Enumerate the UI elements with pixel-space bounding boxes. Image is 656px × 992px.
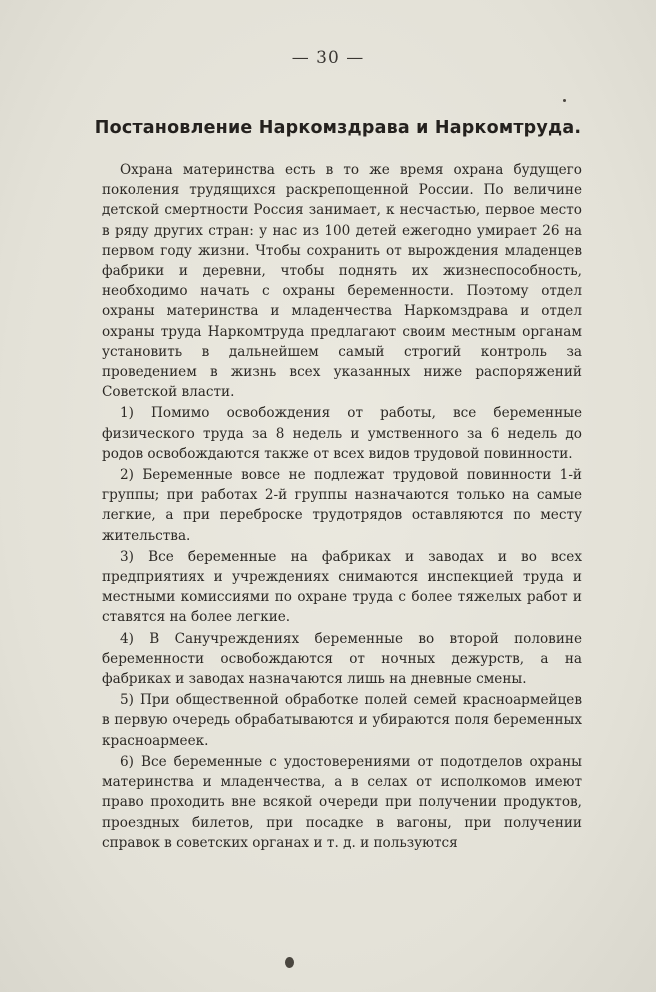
- clause-5-paragraph: 5) При общественной обработке полей семей красноармейцев в первую очередь обрабатываются и убираются поля беременных красноармеек.: [102, 692, 582, 749]
- ink-dot: [563, 99, 566, 102]
- clause-6-paragraph: 6) Все беременные с удостоверениями от подотделов охраны материнства и младенчества, а в селах от исполкомов имеют право проходить вне всякой очереди при получении продуктов, проездных билетов, при посадке в вагоны, при получении справок в советских органах и т. д. и пользуются: [102, 753, 582, 851]
- ink-spot: [285, 957, 294, 968]
- intro-paragraph: Охрана материнства есть в то же время охрана будущего поколения трудящихся раскрепощенной России. По величине детской смертности Россия занимает, к несчастью, первое место в ряду других стран: у нас из 100 детей ежегодно умирает 26 на первом году жизни. Чтобы сохранить от вырождения младенцев фабрики и деревни, чтобы поднять их жизнеспособность, необходимо начать с охраны беременности. Поэтому отдел охраны материнства и младенчества Наркомздрава и отдел охраны труда Наркомтруда предлагают своим местным органам установить в дальнейшем самый строгий контроль за проведением в жизнь всех указанных ниже распоряжений Советской власти.: [102, 162, 582, 401]
- clause-1-paragraph: 1) Помимо освобождения от работы, все беременные физического труда за 8 недель и умственного за 6 недель до родов освобождаются также от всех видов трудовой повинности.: [102, 405, 582, 462]
- document-body: [102, 160, 582, 854]
- page-number: — 30 —: [291, 48, 365, 68]
- clause-4-paragraph: 4) В Санучреждениях беременные во второй половине беременности освобождаются от ночных дежурств, а на фабриках и заводах назначаются лишь на дневные смены.: [102, 630, 582, 688]
- clause-2-paragraph: 2) Беременные вовсе не подлежат трудовой повинности 1-й группы; при работах 2-й группы назначаются только на самые легкие, а при переброске трудотрядов оставляются по месту жительства.: [102, 467, 582, 544]
- clause-3-paragraph: 3) Все беременные на фабриках и заводах и во всех предприятиях и учреждениях снимаются инспекцией труда и местными комиссиями по охране труда с более тяжелых работ и ставятся на более легкие.: [102, 548, 582, 626]
- document-title: Постановление Наркомздрава и Наркомтруда.: [94, 118, 582, 138]
